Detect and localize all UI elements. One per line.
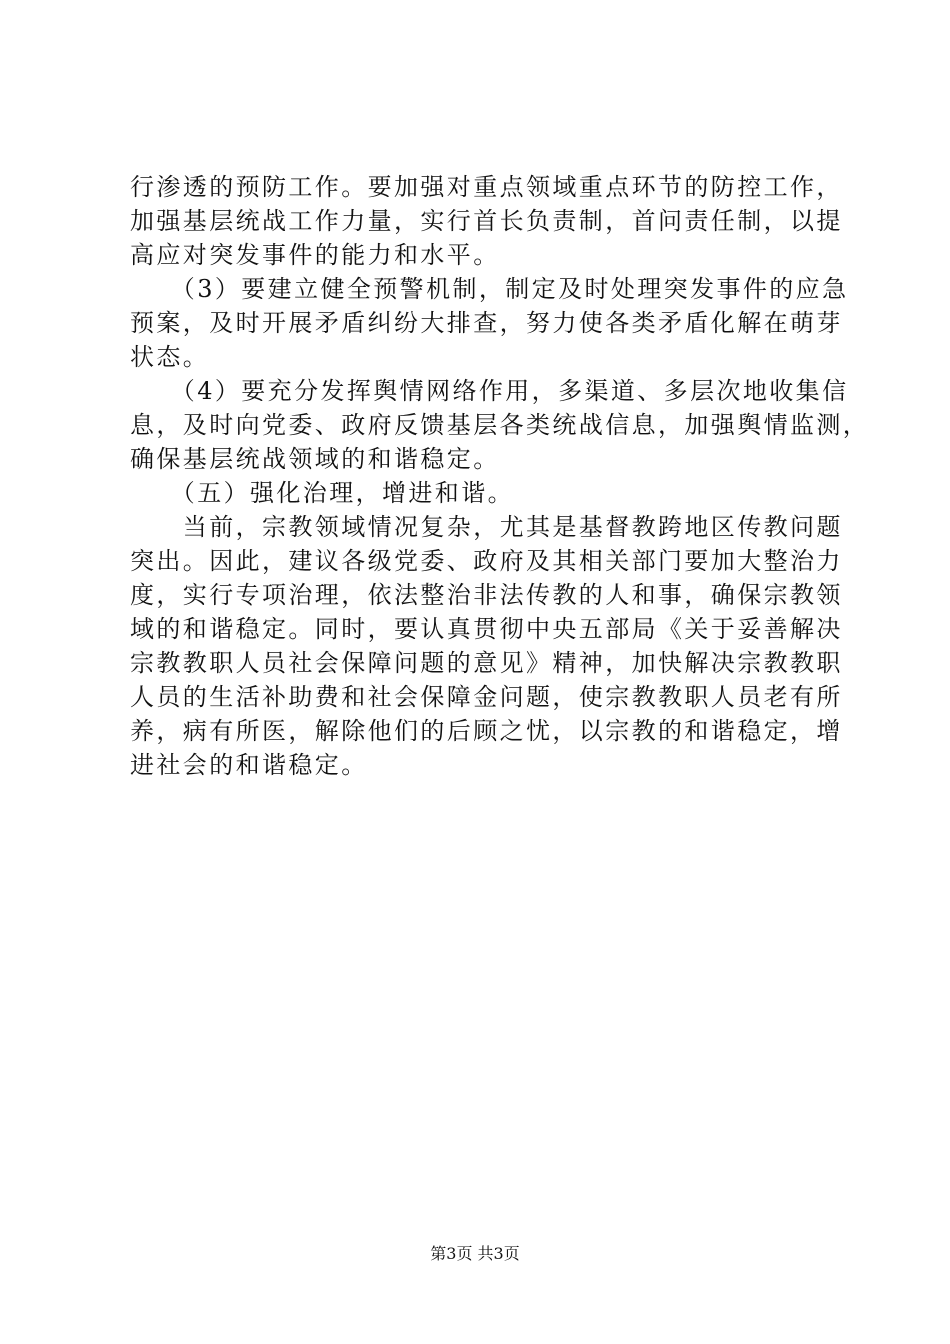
text-line: 高应对突发事件的能力和水平。 xyxy=(130,241,500,269)
text-line: （3）要建立健全预警机制，制定及时处理突发事件的应急 xyxy=(130,275,849,303)
text-line: 状态。 xyxy=(130,343,210,371)
text-line: 加强基层统战工作力量，实行首长负责制，首问责任制，以提 xyxy=(130,207,843,235)
text-line: 行渗透的预防工作。要加强对重点领域重点环节的防控工作， xyxy=(130,173,843,201)
text-line: （4）要充分发挥舆情网络作用，多渠道、多层次地收集信 xyxy=(130,377,849,405)
document-body xyxy=(130,170,870,782)
text-line: 预案，及时开展矛盾纠纷大排查，努力使各类矛盾化解在萌芽 xyxy=(130,309,843,337)
text-line: 宗教教职人员社会保障问题的意见》精神，加快解决宗教教职 xyxy=(130,649,843,677)
text-line: 进社会的和谐稳定。 xyxy=(130,751,368,779)
text-line: 确保基层统战领域的和谐稳定。 xyxy=(130,445,500,473)
section-heading: （五）强化治理，增进和谐。 xyxy=(130,479,514,507)
text-line: 度，实行专项治理，依法整治非法传教的人和事，确保宗教领 xyxy=(130,581,843,609)
page-number-footer: 第3页 共3页 xyxy=(430,1244,520,1263)
text-line: 域的和谐稳定。同时，要认真贯彻中央五部局《关于妥善解决 xyxy=(130,615,843,643)
text-line: 息，及时向党委、政府反馈基层各类统战信息，加强舆情监测， xyxy=(130,411,870,439)
text-line: 人员的生活补助费和社会保障金问题，使宗教教职人员老有所 xyxy=(130,683,843,711)
text-line: 突出。因此，建议各级党委、政府及其相关部门要加大整治力 xyxy=(130,547,843,575)
text-line: 当前，宗教领域情况复杂，尤其是基督教跨地区传教问题 xyxy=(130,513,843,541)
text-line: 养，病有所医，解除他们的后顾之忧，以宗教的和谐稳定，增 xyxy=(130,717,843,745)
